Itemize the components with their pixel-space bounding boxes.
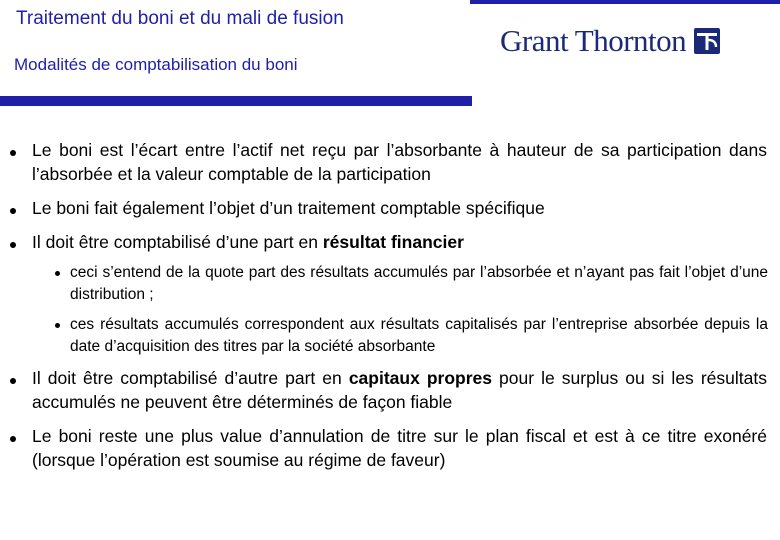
- bullet-icon: [55, 271, 60, 276]
- page-title: Traitement du boni et du mali de fusion: [16, 8, 344, 29]
- logo-mark-icon: [694, 28, 720, 54]
- bullet-icon: [10, 378, 16, 384]
- text-part: pour le surplus ou si les résultats accumulés ne peuvent être déterminés de façon fiable: [32, 368, 767, 412]
- page-subtitle: Modalités de comptabilisation du boni: [14, 55, 298, 74]
- grant-thornton-logo: [500, 24, 720, 58]
- bullet-icon: [55, 323, 60, 328]
- sub-list-item-text: ces résultats accumulés correspondent aux résultats capitalisés par l’entreprise absorbée depuis la date d’acquisition des titres par la société absorbante: [70, 316, 768, 355]
- list-item-text: Le boni est l’écart entre l’actif net reçu par l’absorbante à hauteur de sa participation dans l’absorbée et la valeur comptable de la participation: [32, 140, 767, 184]
- logo-text: Grant Thornton: [500, 23, 687, 58]
- bullet-icon: [10, 436, 16, 442]
- list-item-text: Le boni fait également l’objet d’un traitement comptable spécifique: [32, 198, 545, 218]
- emphasis-text: capitaux propres: [348, 368, 493, 388]
- text-part: Il doit être comptabilisé d’une part en: [32, 232, 323, 252]
- emphasis-text: résultat financier: [322, 232, 464, 252]
- list-item-text: [32, 366, 767, 414]
- bullet-icon: [10, 242, 16, 248]
- list-item-text: [32, 230, 767, 254]
- text-part: Il doit être comptabilisé d’autre part en: [32, 368, 349, 388]
- list-item-text: Le boni reste une plus value d’annulation de titre sur le plan fiscal et est à ce titre exonéré (lorsque l’opération est soumise au régime de faveur): [32, 426, 767, 470]
- top-rule: [470, 0, 780, 4]
- bullet-icon: [10, 208, 16, 214]
- sub-list-item-text: ceci s’entend de la quote part des résultats accumulés par l’absorbée et n’ayant pas fait l’objet d’une distribution ;: [70, 264, 768, 303]
- bullet-icon: [10, 150, 16, 156]
- header-divider-bar: [0, 96, 472, 106]
